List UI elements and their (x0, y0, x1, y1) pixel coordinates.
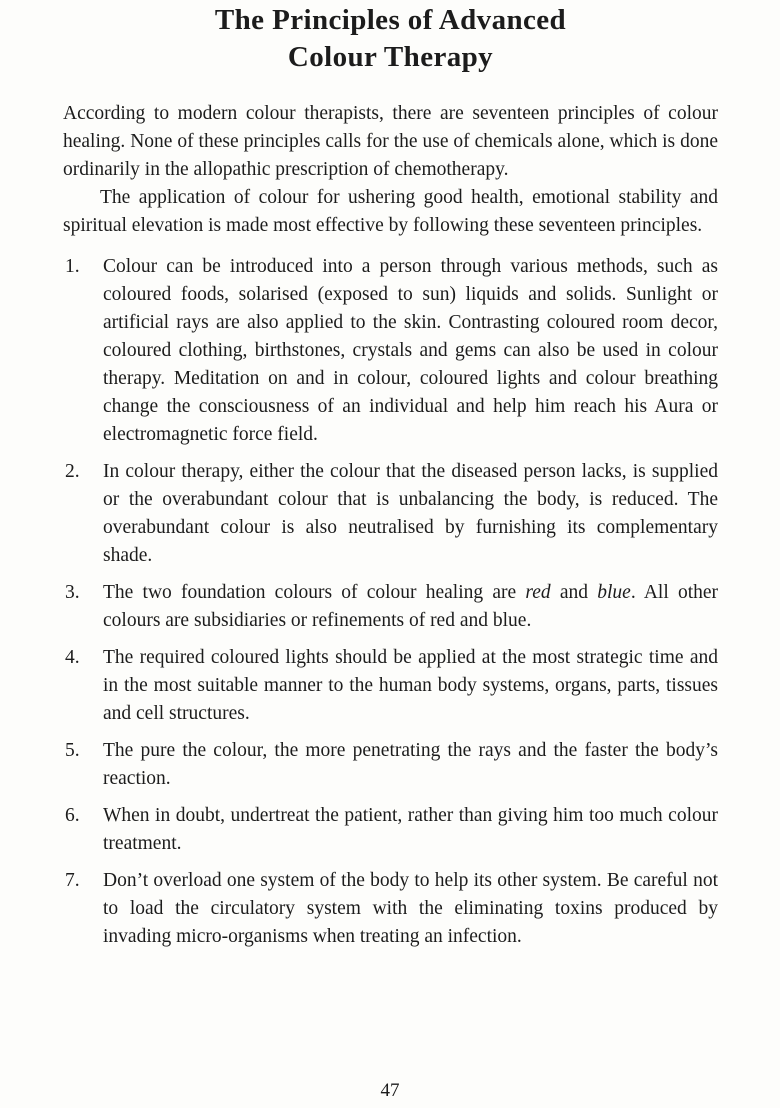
item-number: 1. (65, 256, 80, 277)
item-text: The two foundation colours of colour healing are red and blue. All other colours are subsidiaries or refinements of red and blue. (103, 582, 719, 631)
page-title (63, 2, 718, 76)
list-item (63, 579, 718, 635)
intro-paragraph-2: The application of colour for ushering good health, emotional stability and spiritual elevation is made most effective by following these seventeen principles. (63, 187, 718, 236)
item-number: 2. (65, 461, 80, 482)
item-number: 7. (65, 870, 80, 891)
item-text: In colour therapy, either the colour that the diseased person lacks, is supplied or the overabundant colour that is unbalancing the body, is reduced. The overabundant colour is also neutralised by furnishing its complementary shade. (103, 461, 718, 566)
principles-list (63, 253, 718, 951)
item-text: Don’t overload one system of the body to help its other system. Be careful not to load the circulatory system with the eliminating toxins produced by invading micro-organisms when treating an infection. (103, 870, 718, 947)
title-line-2: Colour Therapy (287, 41, 494, 73)
list-item (63, 867, 718, 951)
list-item (63, 253, 718, 449)
item-text: When in doubt, undertreat the patient, rather than giving him too much colour treatment. (103, 805, 718, 854)
list-item (63, 802, 718, 858)
item-text: Colour can be introduced into a person through various methods, such as coloured foods, solarised (exposed to sun) liquids and solids. Sunlight or artificial rays are also applied to the skin. Contrasting coloured room decor, coloured clothing, birthstones, crystals and gems can also be used in colour therapy. Meditation on and in colour, coloured lights and colour breathing change the consciousness of an individual and help him reach his Aura or electromagnetic force field. (103, 256, 718, 445)
item-text: The pure the colour, the more penetrating the rays and the faster the body’s reaction. (103, 740, 718, 789)
page-number: 47 (380, 1080, 400, 1101)
list-item (63, 737, 718, 793)
item-number: 6. (65, 805, 80, 826)
item-number: 5. (65, 740, 80, 761)
list-item (63, 458, 718, 570)
item-number: 3. (65, 582, 80, 603)
intro-paragraph-1: According to modern colour therapists, there are seventeen principles of colour healing. None of these principles calls for the use of chemicals alone, which is done ordinarily in the allopathic prescription of chemotherapy. (63, 103, 718, 180)
item-text: The required coloured lights should be applied at the most strategic time and in the most suitable manner to the human body systems, organs, parts, tissues and cell structures. (103, 647, 718, 724)
item-number: 4. (65, 647, 80, 668)
list-item (63, 644, 718, 728)
title-line-1: The Principles of Advanced (214, 4, 567, 36)
